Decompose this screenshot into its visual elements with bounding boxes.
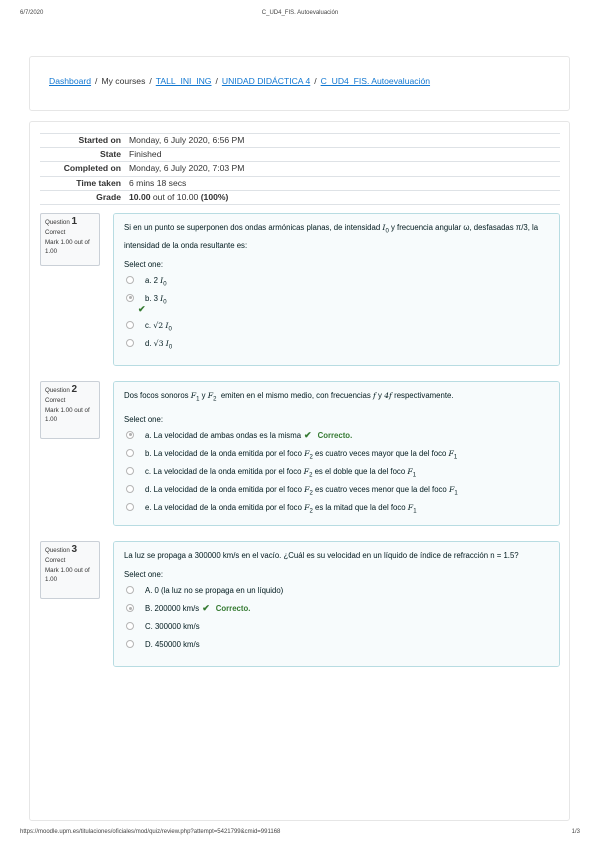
breadcrumb-quiz[interactable]: C_UD4_FIS. Autoevaluación (320, 76, 431, 86)
answer-option[interactable]: A. 0 (la luz no se propaga en un líquido) (124, 584, 549, 597)
question-text: La luz se propaga a 300000 km/s en el vacío. ¿Cuál es su velocidad en un líquido de índice de refracción n = 1.5? (124, 551, 519, 560)
question-1-content (113, 213, 560, 366)
summary-value: Monday, 6 July 2020, 7:03 PM (125, 162, 560, 176)
summary-label: Grade (40, 190, 125, 204)
question-number: Question 3 (45, 544, 78, 555)
radio-button[interactable] (126, 467, 134, 475)
answer-option[interactable]: e. La velocidad de la onda emitida por el foco $F_2$ es la mitad que la del foco $F_1$ (124, 501, 549, 514)
check-icon: ✔ (304, 429, 312, 440)
breadcrumb-separator: / (95, 76, 98, 86)
print-title: C_UD4_FIS. Autoevaluación (261, 10, 339, 16)
question-2-info (40, 381, 100, 439)
breadcrumb-dashboard[interactable]: Dashboard (49, 76, 92, 86)
check-icon: ✔ (138, 303, 146, 314)
summary-row-started (40, 134, 560, 148)
feedback-correct: Correcto. (215, 604, 251, 613)
breadcrumb-card (29, 56, 570, 111)
radio-button[interactable] (126, 622, 134, 630)
answer-option[interactable]: a. 2 $I_0$ (124, 274, 549, 287)
summary-grade-value (125, 190, 560, 204)
grade-out-of: out of 10.00 (150, 191, 201, 202)
question-state: Correct (45, 557, 66, 564)
summary-label: Time taken (40, 176, 125, 190)
breadcrumb-separator: / (149, 76, 152, 86)
answer-option-selected[interactable]: a. La velocidad de ambas ondas es la misma ✔ Correcto. (124, 429, 549, 442)
radio-button[interactable] (126, 321, 134, 329)
summary-row-state (40, 148, 560, 162)
breadcrumb-separator: / (314, 76, 317, 86)
question-text: Si en un punto se superponen dos ondas armónicas planas, de intensidad $I_0$ y frecuencia angular ω, desfasadas π/3, la intensidad de la onda resultante es: (124, 223, 539, 250)
print-page-number: 1/3 (571, 829, 580, 835)
breadcrumb-course[interactable]: TALL_INI_ING (155, 76, 212, 86)
question-number: Question 1 (45, 216, 78, 227)
radio-button[interactable] (126, 586, 134, 594)
answer-option[interactable]: b. La velocidad de la onda emitida por el foco $F_2$ es cuatro veces mayor que la del foco $F_1$ (124, 447, 549, 460)
question-state: Correct (45, 397, 66, 404)
answer-option-selected[interactable]: b. 3 $I_0$ (124, 292, 549, 305)
summary-row-grade (40, 190, 560, 204)
answer-option[interactable]: d. √3 $I_0$ (124, 337, 549, 350)
radio-button-selected[interactable] (126, 294, 134, 302)
answer-option[interactable]: C. 300000 km/s (124, 620, 549, 633)
print-date: 6/7/2020 (20, 10, 44, 16)
radio-button[interactable] (126, 449, 134, 457)
summary-label: Completed on (40, 162, 125, 176)
radio-button-selected[interactable] (126, 431, 134, 439)
summary-row-time (40, 176, 560, 190)
answer-option[interactable]: c. √2 $I_0$ (124, 319, 549, 332)
summary-row-completed (40, 162, 560, 176)
radio-button[interactable] (126, 276, 134, 284)
question-1-info (40, 213, 100, 266)
radio-button[interactable] (126, 503, 134, 511)
summary-label: Started on (40, 134, 125, 148)
answer-feedback (124, 304, 549, 314)
print-header (0, 10, 600, 20)
check-icon: ✔ (202, 603, 210, 613)
question-state: Correct (45, 229, 66, 236)
question-mark: Mark 1.00 out of 1.00 (45, 407, 90, 423)
select-one-label: Select one: (124, 259, 164, 269)
summary-value: 6 mins 18 secs (125, 176, 560, 190)
answer-option[interactable]: c. La velocidad de la onda emitida por el foco $F_2$ es el doble que la del foco $F_1$ (124, 465, 549, 478)
breadcrumb-separator: / (215, 76, 218, 86)
grade-score: 10.00 (129, 191, 151, 202)
question-3-content (113, 541, 560, 667)
radio-button[interactable] (126, 339, 134, 347)
question-2-content (113, 381, 560, 526)
print-url: https://moodle.upm.es/titulaciones/oficiales/mod/quiz/review.php?attempt=5421799&cmid=991168 (20, 829, 281, 835)
radio-button[interactable] (126, 640, 134, 648)
attempt-summary-table (40, 133, 560, 205)
feedback-correct: Correcto. (317, 430, 353, 440)
select-one-label: Select one: (124, 414, 164, 424)
breadcrumb-unit[interactable]: UNIDAD DIDÁCTICA 4 (221, 76, 311, 86)
question-mark: Mark 1.00 out of 1.00 (45, 567, 90, 583)
question-text: Dos focos sonoros $F_1$ y $F_2$ emiten en el mismo medio, con frecuencias f y 4f respectivamente. (124, 391, 454, 403)
breadcrumb (49, 76, 430, 86)
summary-value: Monday, 6 July 2020, 6:56 PM (125, 134, 560, 148)
radio-button-selected[interactable] (126, 604, 134, 612)
summary-label: State (40, 148, 125, 162)
grade-percent: (100%) (200, 191, 229, 202)
summary-value: Finished (125, 148, 560, 162)
answer-option[interactable]: d. La velocidad de la onda emitida por el foco $F_2$ es cuatro veces menor que la del foco $F_1$ (124, 483, 549, 496)
breadcrumb-my-courses: My courses (101, 76, 146, 86)
select-one-label: Select one: (124, 570, 164, 579)
question-number: Question 2 (45, 384, 78, 395)
answer-option-selected[interactable]: B. 200000 km/s ✔ Correcto. (124, 602, 549, 615)
question-3-info (40, 541, 100, 599)
question-mark: Mark 1.00 out of 1.00 (45, 239, 90, 255)
answer-option[interactable]: D. 450000 km/s (124, 638, 549, 651)
radio-button[interactable] (126, 485, 134, 493)
